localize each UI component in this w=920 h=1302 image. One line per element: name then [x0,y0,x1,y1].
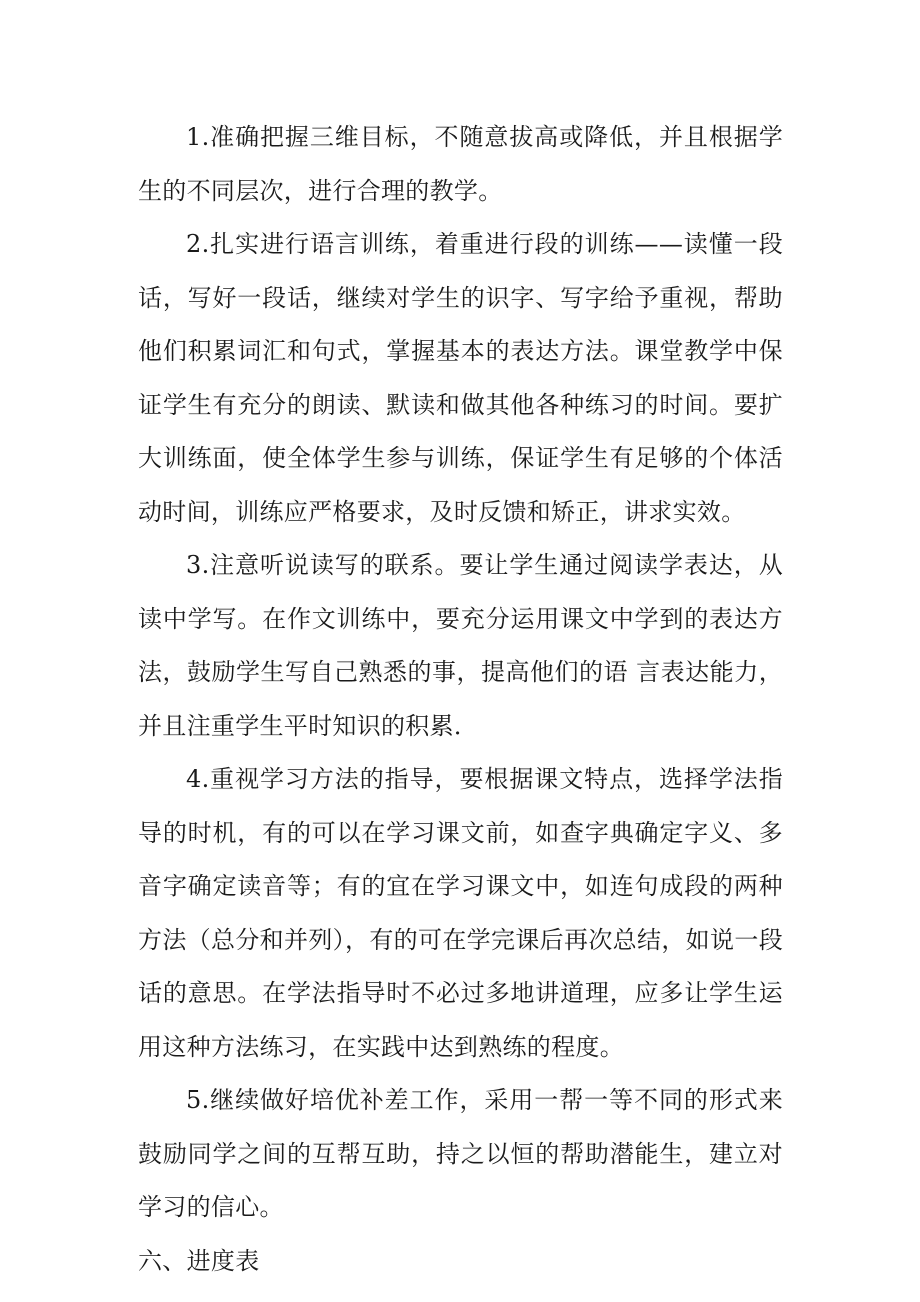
paragraph-5: 5.继续做好培优补差工作，采用一帮一等不同的形式来鼓励同学之间的互帮互助，持之以恒的帮助潜能生，建立对学习的信心。 [138,1086,783,1221]
paragraph-1: 1.准确把握三维目标，不随意拔高或降低，并且根据学生的不同层次，进行合理的教学。 [138,123,783,205]
paragraph-4: 4.重视学习方法的指导，要根据课文特点，选择学法指导的时机，有的可以在学习课文前，如查字典确定字义、多音字确定读音等；有的宜在学习课文中，如连句成段的两种方法（总分和并列），有的可在学完课后再次总结，如说一段话的意思。在学法指导时不必过多地讲道理，应多让学生运用这种方法练习，在实践中达到熟练的程度。 [138,765,783,1061]
paragraph-3: 3.注意听说读写的联系。要让学生通过阅读学表达，从读中学写。在作文训练中，要充分运用课文中学到的表达方法，鼓励学生写自己熟悉的事，提高他们的语 言表达能力，并且注重学生平时知识的积累． [138,551,783,740]
document-body [138,111,783,1288]
paragraph-2: 2.扎实进行语言训练，着重进行段的训练——读懂一段话，写好一段话，继续对学生的识字、写字给予重视，帮助他们积累词汇和句式，掌握基本的表达方法。课堂教学中保证学生有充分的朗读、默读和做其他各种练习的时间。要扩大训练面，使全体学生参与训练，保证学生有足够的个体活动时间，训练应严格要求，及时反馈和矫正，讲求实效。 [138,230,783,526]
section-heading: 六、进度表 [138,1246,260,1275]
